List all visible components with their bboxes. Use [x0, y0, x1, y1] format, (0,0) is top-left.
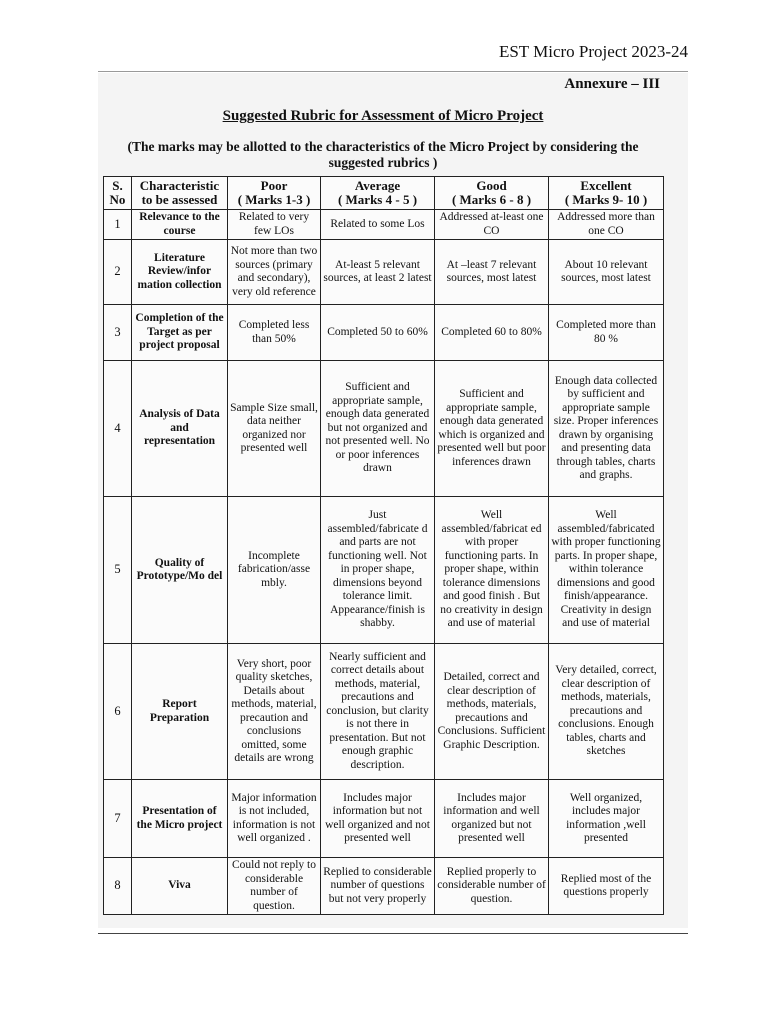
cell-characteristic: Presentation of the Micro project	[132, 780, 228, 858]
cell-excellent: Well organized, includes major information ,well presented	[549, 780, 664, 858]
cell-excellent: Replied most of the questions properly	[549, 858, 664, 915]
cell-sno: 2	[104, 240, 132, 305]
footer-divider	[98, 933, 688, 934]
cell-poor: Could not reply to considerable number of question.	[228, 858, 321, 915]
cell-poor: Incomplete fabrication/asse mbly.	[228, 497, 321, 644]
table-row	[104, 305, 664, 361]
cell-characteristic: Literature Review/infor mation collection	[132, 240, 228, 305]
cell-characteristic: Analysis of Data and representation	[132, 361, 228, 497]
table-row	[104, 361, 664, 497]
header-average: Average ( Marks 4 - 5 )	[321, 177, 435, 210]
cell-excellent: Enough data collected by sufficient and appropriate sample size. Proper inferences drawn by organising and presenting data through tables, charts and graphs.	[549, 361, 664, 497]
table-row	[104, 210, 664, 240]
cell-characteristic: Quality of Prototype/Mo del	[132, 497, 228, 644]
header-good: Good ( Marks 6 - 8 )	[435, 177, 549, 210]
table-row	[104, 644, 664, 780]
cell-characteristic: Report Preparation	[132, 644, 228, 780]
cell-sno: 5	[104, 497, 132, 644]
cell-excellent: Very detailed, correct, clear description of methods, materials, precautions and conclusions. Enough tables, charts and sketches	[549, 644, 664, 780]
rubric-table	[103, 176, 664, 915]
header-poor: Poor ( Marks 1-3 )	[228, 177, 321, 210]
cell-excellent: Addressed more than one CO	[549, 210, 664, 240]
table-row	[104, 240, 664, 305]
header-excellent: Excellent ( Marks 9- 10 )	[549, 177, 664, 210]
page-subtitle: (The marks may be allotted to the characteristics of the Micro Project by considering the suggested rubrics )	[127, 139, 639, 170]
cell-excellent: About 10 relevant sources, most latest	[549, 240, 664, 305]
cell-excellent: Completed more than 80 %	[549, 305, 664, 361]
cell-characteristic: Completion of the Target as per project proposal	[132, 305, 228, 361]
cell-average: Related to some Los	[321, 210, 435, 240]
header-characteristic: Characteristic to be assessed	[132, 177, 228, 210]
table-row	[104, 497, 664, 644]
annexure-label: Annexure – III	[564, 76, 660, 92]
cell-sno: 3	[104, 305, 132, 361]
cell-sno: 4	[104, 361, 132, 497]
cell-average: Just assembled/fabricate d and parts are not functioning well. Not in proper shape, dimensions beyond tolerance limit. Appearance/finish is shabby.	[321, 497, 435, 644]
header-divider	[98, 71, 688, 72]
table-header-row	[104, 177, 664, 210]
running-header-title: EST Micro Project 2023-24	[498, 42, 688, 61]
cell-average: At-least 5 relevant sources, at least 2 latest	[321, 240, 435, 305]
cell-characteristic: Relevance to the course	[132, 210, 228, 240]
cell-average: Sufficient and appropriate sample, enough data generated but not organized and not presented well. No or poor inferences drawn	[321, 361, 435, 497]
cell-poor: Major information is not included, information is not well organized .	[228, 780, 321, 858]
cell-good: Sufficient and appropriate sample, enough data generated which is organized and presented well but poor inferences drawn	[435, 361, 549, 497]
cell-average: Includes major information but not well organized and not presented well	[321, 780, 435, 858]
cell-good: At –least 7 relevant sources, most latest	[435, 240, 549, 305]
cell-good: Detailed, correct and clear description of methods, materials, precautions and Conclusions. Sufficient Graphic Description.	[435, 644, 549, 780]
table-row	[104, 858, 664, 915]
cell-good: Well assembled/fabricat ed with proper functioning parts. In proper shape, within tolerance dimensions and good finish . But no creativity in design and use of material	[435, 497, 549, 644]
cell-excellent: Well assembled/fabricated with proper functioning parts. In proper shape, within tolerance dimensions and good finish/appearance. Creativity in design and use of material	[549, 497, 664, 644]
cell-good: Addressed at-least one CO	[435, 210, 549, 240]
cell-average: Completed 50 to 60%	[321, 305, 435, 361]
cell-good: Includes major information and well organized but not presented well	[435, 780, 549, 858]
cell-poor: Not more than two sources (primary and secondary), very old reference	[228, 240, 321, 305]
cell-good: Completed 60 to 80%	[435, 305, 549, 361]
cell-good: Replied properly to considerable number of question.	[435, 858, 549, 915]
cell-characteristic: Viva	[132, 858, 228, 915]
header-sno: S. No	[104, 177, 132, 210]
cell-poor: Very short, poor quality sketches, Details about methods, material, precaution and conclusions omitted, some details are wrong	[228, 644, 321, 780]
cell-average: Replied to considerable number of questions but not very properly	[321, 858, 435, 915]
cell-sno: 7	[104, 780, 132, 858]
cell-poor: Completed less than 50%	[228, 305, 321, 361]
cell-sno: 6	[104, 644, 132, 780]
page-title: Suggested Rubric for Assessment of Micro Project	[222, 108, 544, 124]
cell-poor: Related to very few LOs	[228, 210, 321, 240]
cell-poor: Sample Size small, data neither organized nor presented well	[228, 361, 321, 497]
cell-average: Nearly sufficient and correct details about methods, material, precautions and conclusion, but clarity is not there in presentation. But not enough graphic description.	[321, 644, 435, 780]
cell-sno: 1	[104, 210, 132, 240]
table-row	[104, 780, 664, 858]
cell-sno: 8	[104, 858, 132, 915]
